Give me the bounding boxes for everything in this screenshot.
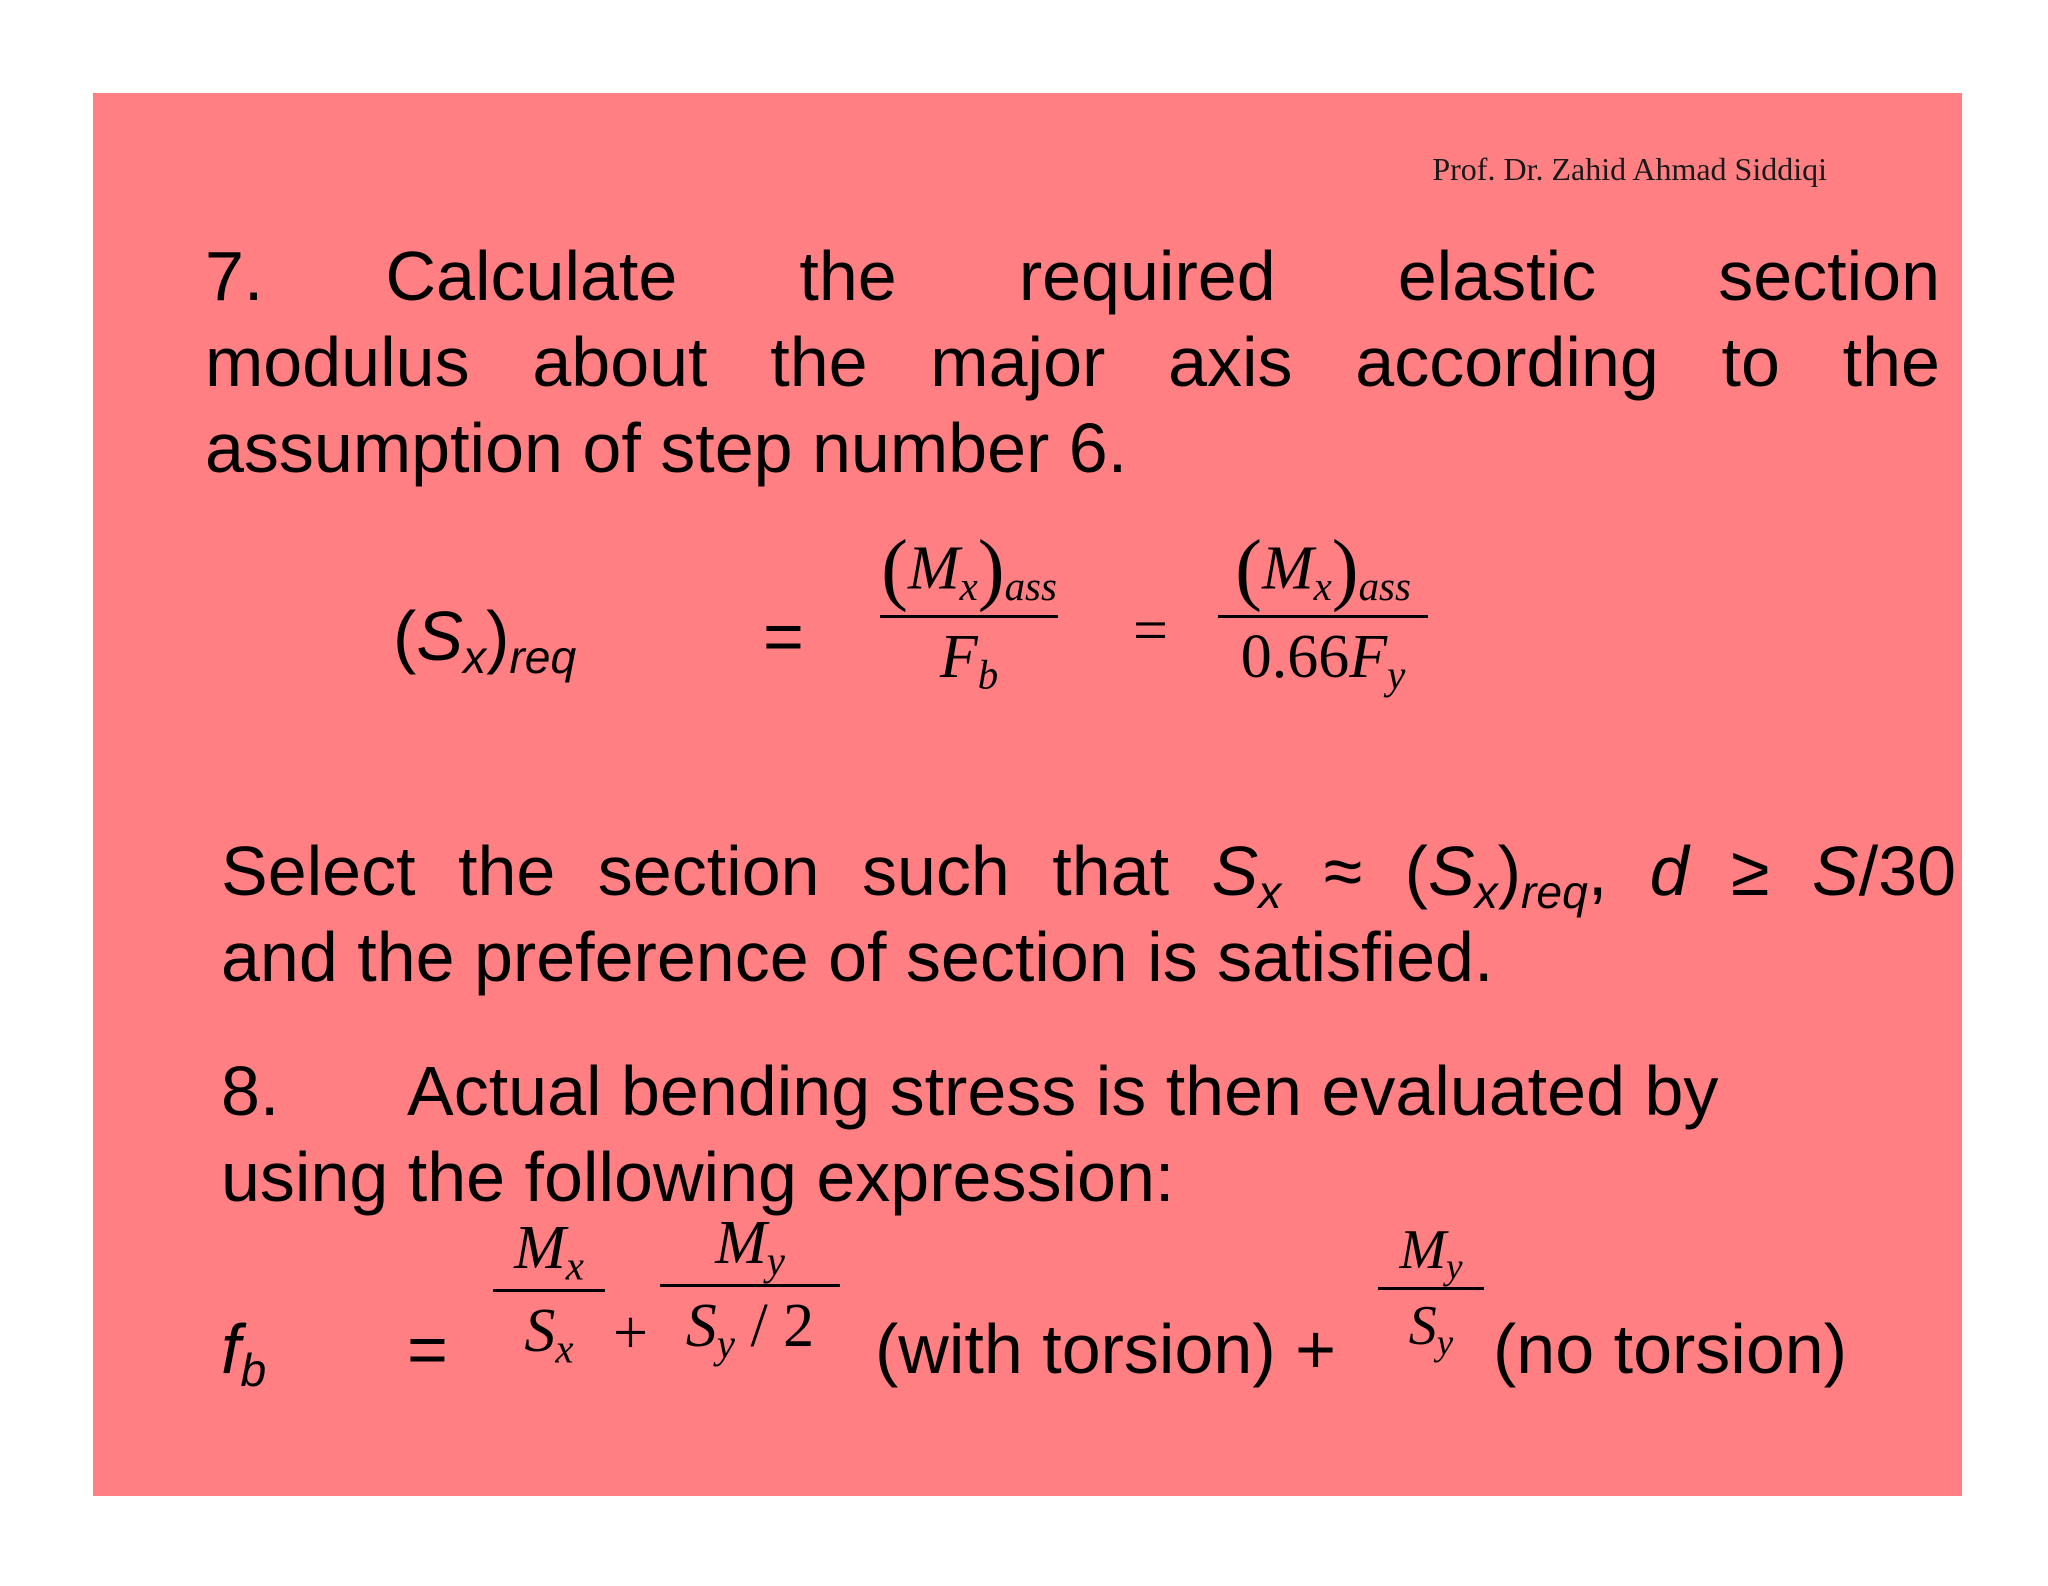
step7-word-section: section [1718,237,1941,315]
eq2-with-torsion: (with torsion) + [875,1310,1336,1388]
eq2-term2-bar [660,1284,840,1287]
eq2-term2-numerator: $M_y$ [715,1209,785,1284]
eq1-equals: = [763,597,804,675]
eq2-term1-denominator: $S_x$ [524,1297,574,1372]
eq2-term1-bar [493,1289,605,1292]
eq1-frac1-bar [880,615,1058,618]
step7-line3: assumption of step number 6. [205,409,1128,487]
eq2-equals: = [407,1310,448,1388]
step8-line2: using the following expression: [221,1138,1175,1216]
eq2-term-mx-over-sx [493,1213,605,1373]
eq1-frac2-bar [1218,615,1428,618]
select-line1: Select the section such that $S_x \approx (S_x)_{req}$, d ≥ S/30 [221,832,1956,918]
select-line2: and the preference of section is satisfied. [221,918,1494,996]
step7-word-elastic: elastic [1397,237,1597,315]
eq2-term-my-over-sy [1378,1218,1484,1364]
eq2-term2-denominator: $S_y / 2$ [685,1292,815,1367]
step7-number: 7. [205,237,264,315]
eq1-lhs: $(S_x)_{req}$ [393,597,577,683]
eq2-lhs: $f_b$ [221,1310,267,1396]
step8-line1: 8. Actual bending stress is then evaluated by [221,1048,1956,1134]
eq2-term-my-over-sy-half [660,1208,840,1368]
eq1-frac2-numerator: $(M_x)_{ass}$ [1235,524,1411,613]
step7-word-the: the [799,237,897,315]
eq2-plus: + [613,1299,648,1367]
eq1-equals2: = [1133,597,1168,665]
eq1-frac1-denominator: $F_b$ [939,623,999,698]
step7-line2: modulus about the major axis according to the [205,323,1940,401]
eq2-term3-denominator: $S_y$ [1408,1295,1454,1363]
eq2-term3-bar [1378,1287,1484,1290]
eq2-term1-numerator: $M_x$ [514,1214,584,1289]
eq1-fraction-mx-over-fb [880,523,1058,698]
step7-line1 [205,233,1940,319]
eq1-fraction-mx-over-066fy [1218,523,1428,698]
step7-word-calculate: Calculate [385,237,678,315]
step7-word-required: required [1018,237,1276,315]
eq1-frac2-denominator: $0.66F_y$ [1240,623,1406,698]
eq2-no-torsion: (no torsion) [1493,1310,1848,1388]
eq1-frac1-numerator: $(M_x)_{ass}$ [881,524,1057,613]
slide [93,93,1962,1496]
eq2-term3-numerator: $M_y$ [1399,1219,1463,1287]
author-credit: Prof. Dr. Zahid Ahmad Siddiqi [1432,151,1827,187]
step8-number: 8. [221,1052,280,1130]
